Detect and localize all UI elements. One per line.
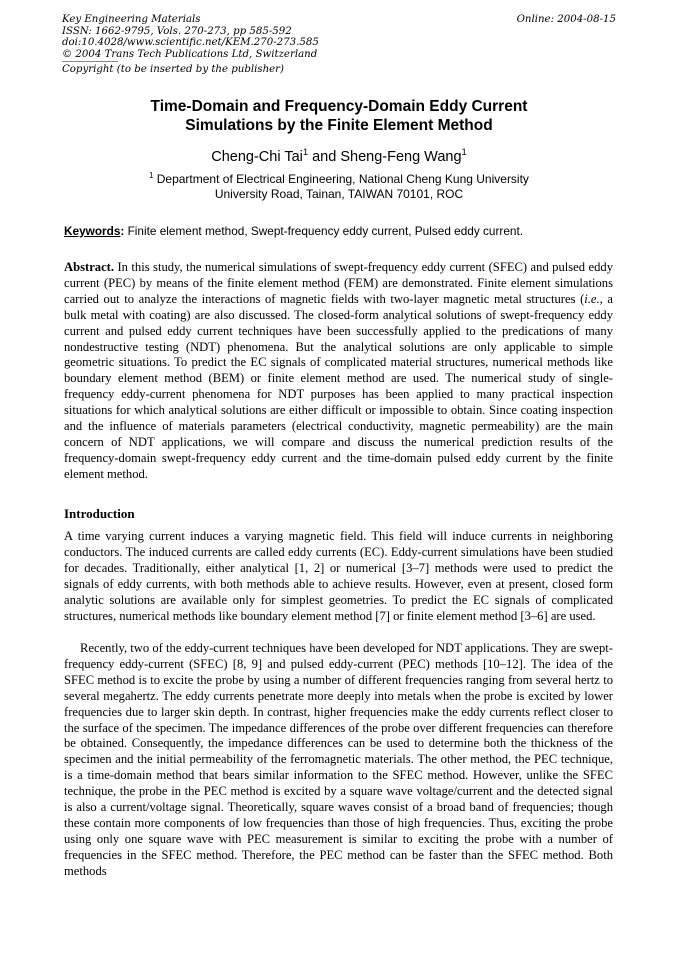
author-list	[62, 148, 616, 166]
header-divider	[62, 61, 118, 62]
author-2: Sheng-Feng Wang	[340, 149, 462, 165]
keywords-label: Keywords	[64, 224, 121, 238]
abstract-text-b: , a bulk metal with coating) are also discussed. The closed-form analytical solutions of swept-frequency eddy current and pulsed eddy current techniques have been successfully applied to the predications of many nondestructive testing (NDT) phenomena. But the analytical solutions are only applicable to simple geometric situations. To predict the EC signals of complicated material structures, numerical methods like boundary element method (BEM) or finite element method are used. The numerical study of single-frequency eddy-current phenomena for NDT purposes has been applied to many practical inspection situations for which analytical solutions are either difficult or impossible to obtain. Since coating inspection and the influence of materials parameters (electrical conductivity, magnetic permeability) are the main concern of NDT applications, we will compare and discuss the numerical prediction results of the frequency-domain swept-frequency eddy current and the time-domain pulsed eddy current by the finite element method.	[64, 291, 614, 481]
publisher-copyright: © 2004 Trans Tech Publications Ltd, Switzerland	[62, 48, 318, 60]
title-line-2: Simulations by the Finite Element Method	[185, 117, 493, 134]
keywords	[64, 224, 618, 239]
intro-paragraph-1: A time varying current induces a varying magnetic field. This field will induce currents in neighboring conductors. The induced currents are called eddy currents (EC). Eddy-current simulations have been studied for decades. Traditionally, either analytical [1, 2] or numerical [3–7] methods were used to predict the signals of eddy currents, with both methods able to achieve results. However, even at present, closed form analytic solutions are available only for simplest geometries. To predict the EC signals of complicated structures, numerical methods like boundary element method [7] or finite element method [3–6] are used.	[64, 529, 613, 623]
affiliation-line-1	[62, 172, 616, 187]
journal-name: Key Engineering Materials	[62, 14, 201, 25]
abstract	[64, 260, 613, 483]
online-date: Online: 2004-08-15	[516, 14, 616, 25]
intro-paragraph-2: Recently, two of the eddy-current techniques have been developed for NDT applications. They are swept-frequency eddy-current (SFEC) [8, 9] and pulsed eddy-current (PEC) methods [10–12]. The idea of the SFEC method is to excite the probe by using a number of different frequencies ranging from several hertz to several megahertz. The eddy currents penetrate more deeply into metals when the probe is excited by lower frequencies due to larger skin depth. In contrast, higher frequencies make the eddy currents reflect closer to the surface of the specimen. The impedance differences of the probe over different frequencies can therefore be obtained. Consequently, the impedance differences can be used to determine both the thickness of the specimen and the initial permeability of the ferromagnetic materials. The other method, the PEC technique, is a time-domain method that bears similar information to the SFEC method. However, unlike the SFEC technique, the probe in the PEC method is excited by a square wave voltage/current and the detected signal is also a current/voltage signal. Theoretically, square waves consist of a broad band of frequencies; though these contain more components of low frequencies than those of high frequencies. Thus, exciting the probe using only one square wave with PEC measurement is similar to exciting the probe with a number of frequencies in the SFEC method. Therefore, the PEC method can be faster than the SFEC method. Both methods	[64, 641, 613, 878]
paper-title	[62, 97, 616, 135]
title-line-1: Time-Domain and Frequency-Domain Eddy Current	[150, 98, 528, 115]
keywords-text: Finite element method, Swept-frequency eddy current, Pulsed eddy current.	[124, 224, 524, 238]
doi-line: doi:10.4028/www.scientific.net/KEM.270-273.585	[62, 37, 319, 48]
author-conjunction: and	[308, 149, 341, 165]
author-1-affil-mark: 1	[302, 146, 309, 158]
issn-line: ISSN: 1662-9795, Vols. 270-273, pp 585-592	[62, 25, 292, 37]
author-1: Cheng-Chi Tai	[211, 149, 303, 165]
abstract-text-a: In this study, the numerical simulations of swept-frequency eddy current (SFEC) and pulsed eddy current (PEC) by means of the finite element method (FEM) are demonstrated. Finite element simulations carried out to analyze the interactions of magnetic fields with two-layer magnetic metal structures (	[64, 260, 613, 306]
affiliation-address: University Road, Tainan, TAIWAN 70101, ROC	[214, 187, 464, 201]
copyright-note: Copyright (to be inserted by the publisher)	[62, 64, 285, 75]
affiliation-mark: 1	[149, 171, 154, 180]
journal-header	[62, 14, 616, 76]
affiliation-line-2	[62, 187, 616, 202]
affiliation	[62, 172, 616, 202]
section-heading-introduction: Introduction	[64, 506, 135, 521]
author-2-affil-mark: 1	[461, 146, 467, 158]
abstract-label: Abstract.	[64, 260, 115, 274]
abstract-ie: i.e.	[584, 291, 600, 306]
keywords-colon: :	[120, 224, 125, 238]
affiliation-dept: Department of Electrical Engineering, National Cheng Kung University	[153, 172, 529, 186]
